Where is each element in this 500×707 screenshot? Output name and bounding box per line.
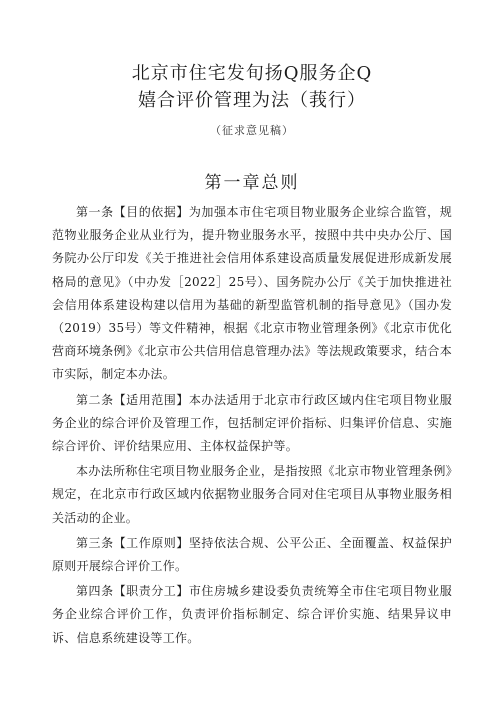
article-3-text: 坚持依法合规、公平公正、全面覆盖、权益保护原则开展综合评价工作。 <box>52 535 452 574</box>
article-2-text: 本办法适用于北京市行政区域内住宅项目物业服务企业的综合评价及管理工作，包括制定评价指标、归集评价信息、实施综合评价、评价结果应用、主体权益保护等。 <box>52 392 452 454</box>
article-1-text: 为加强本市住宅项目物业服务企业综合监管，规范物业服务企业从业行为，提升物业服务水平，按照中共中央办公厅、国务院办公厅印发《关于推进社会信用体系建设高质量发展促进形成新发展格局的意见》（中办发［2022］25号）、国务院办公厅《关于加快推进社会信用体系建设构建以信用为基础的新型监管机制的指导意见》（国办发（2019）35号）等文件精神，根据《北京市物业管理条例》《北京市优化营商环境条例》《北京市公共信用信息管理办法》等法规政策要求，结合本市实际，制定本办法。 <box>52 205 452 382</box>
document-title <box>52 60 452 114</box>
article-4-text: 市住房城乡建设委负责统筹全市住宅项目物业服务企业综合评价工作，负责评价指标制定、综合评价实施、结果异议申诉、信息系统建设等工作。 <box>52 584 452 645</box>
article-4-lead: 第四条【职责分工】 <box>76 584 189 599</box>
article-2-supplement-text: 本办法所称住宅项目物业服务企业，是指按照《北京市物业管理条例》规定，在北京市行政区域内依据物业服务合同对住宅项目从事物业服务相关活动的企业。 <box>52 464 452 525</box>
document-title-line-2: 嬉合评价管理为法（莪行） <box>138 90 366 111</box>
article-2 <box>52 389 452 459</box>
article-3-lead: 第三条【工作原则】 <box>76 535 189 550</box>
chapter-heading: 第一章总则 <box>204 173 300 193</box>
article-1-lead: 第一条【目的依据】 <box>76 205 189 219</box>
document-title-line-1: 北京市住宅发旬扬Q服务企Q <box>131 63 373 84</box>
article-4 <box>52 580 452 650</box>
article-3 <box>52 532 452 578</box>
document-subtitle: （征求意见稿） <box>210 124 294 137</box>
article-1 <box>52 201 452 387</box>
article-2-supplement <box>52 460 452 530</box>
article-2-lead: 第二条【适用范围】 <box>76 392 189 407</box>
